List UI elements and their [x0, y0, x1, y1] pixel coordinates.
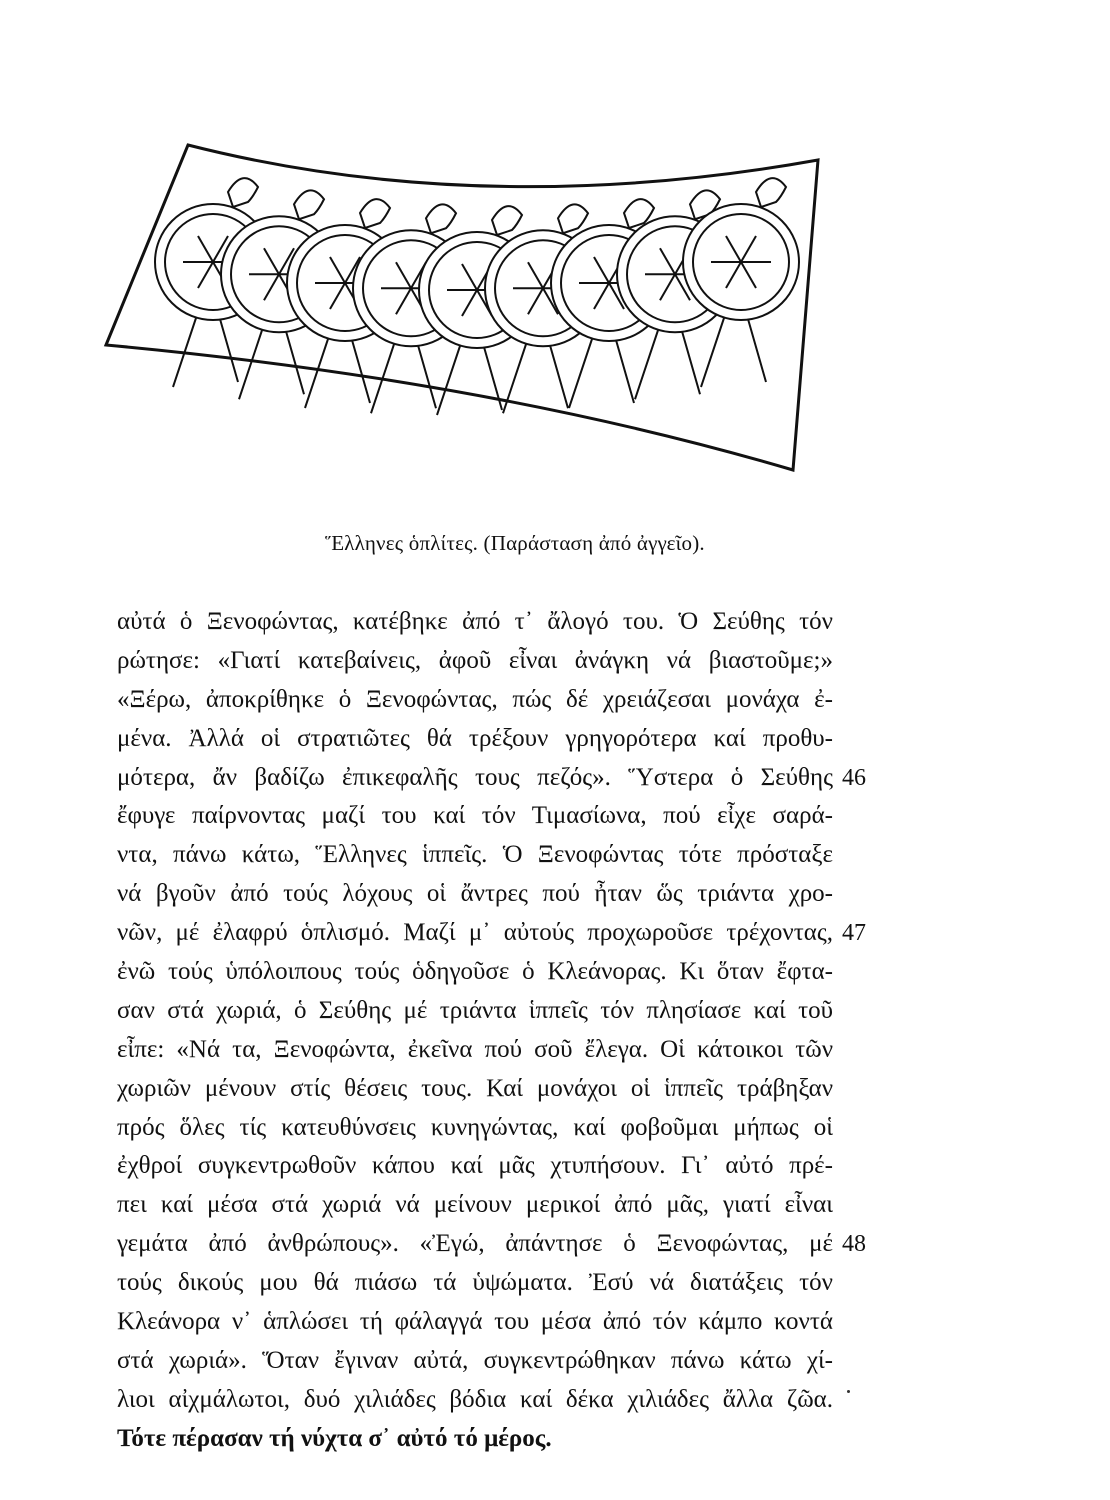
- helmet: [294, 190, 324, 219]
- text-line: πει καί μέσα στά χωριά νά μείνουν μερικοί ἀπό μᾶς, γιατί εἶναι: [117, 1191, 833, 1219]
- text-line: νά βγοῦν ἀπό τούς λόχους οἱ ἄντρες πού ἦταν ὥς τριάντα χρο-: [117, 880, 833, 908]
- text-line: ντα, πάνω κάτω, Ἕλληνες ἱππεῖς. Ὁ Ξενοφώντας τότε πρόσταξε: [117, 841, 833, 869]
- text-line: ἔφυγε παίρνοντας μαζί του καί τόν Τιμασίωνα, πού εἶχε σαρά-: [117, 802, 833, 830]
- text-line: μότερα, ἄν βαδίζω ἐπικεφαλῆς τους πεζός». Ὕστερα ὁ Σεύθης: [117, 763, 833, 791]
- hoplite-legs: [437, 340, 502, 415]
- section-number: 48: [842, 1231, 866, 1258]
- text-line: πρός ὅλες τίς κατευθύνσεις κυνηγώντας, καί φοβοῦμαι μήπως οἱ: [117, 1113, 833, 1141]
- text-line: ἐχθροί συγκεντρωθοῦν κάπου καί μᾶς χτυπήσουν. Γι᾽ αὐτό πρέ-: [117, 1152, 833, 1180]
- text-line: τούς δικούς μου θά πιάσω τά ὑψώματα. Ἐσύ νά διατάξεις τόν: [117, 1269, 833, 1297]
- text-line: Κλεάνορα ν᾽ ἁπλώσει τή φάλαγγά του μέσα ἀπό τόν κάμπο κοντά: [117, 1308, 833, 1336]
- hoplite-row: [155, 178, 799, 415]
- hoplite-vase-illustration: [88, 120, 848, 510]
- text-line: στά χωριά». Ὅταν ἔγιναν αὐτά, συγκεντρώθηκαν πάνω κάτω χί-: [117, 1346, 833, 1374]
- hoplite-figure: [683, 178, 799, 387]
- text-line: ἐνῶ τούς ὑπόλοιπους τούς ὁδηγοῦσε ὁ Κλεάνορας. Κι ὅταν ἔφτα-: [117, 958, 833, 986]
- hoplite-legs: [371, 338, 436, 413]
- hoplite-legs: [701, 312, 766, 387]
- page-speck: [847, 1390, 850, 1393]
- helmet: [558, 204, 588, 233]
- hoplite-legs: [569, 333, 634, 408]
- text-line: ρώτησε: «Γιατί κατεβαίνεις, ἀφοῦ εἶναι ἀνάγκη νά βιαστοῦμε;»: [117, 646, 833, 674]
- text-line: σαν στά χωριά, ὁ Σεύθης μέ τριάντα ἱππεῖς τόν πλησίασε καί τοῦ: [117, 996, 833, 1024]
- section-number: 46: [842, 764, 866, 791]
- vase-painting: [88, 120, 848, 510]
- helmet: [492, 206, 522, 235]
- helmet: [360, 199, 390, 228]
- helmet: [756, 178, 786, 207]
- figure-caption: Ἕλληνες ὁπλίτες. (Παράσταση ἀπό ἀγγεῖο).: [325, 531, 705, 555]
- text-line: γεμάτα ἀπό ἀνθρώπους». «Ἐγώ, ἀπάντησε ὁ Ξενοφώντας, μέ: [117, 1230, 833, 1258]
- text-line: εἶπε: «Νά τα, Ξενοφώντα, ἐκεῖνα πού σοῦ ἔλεγα. Οἱ κάτοικοι τῶν: [117, 1035, 833, 1063]
- section-number: 47: [842, 920, 866, 947]
- text-line: αὐτά ὁ Ξενοφώντας, κατέβηκε ἀπό τ᾽ ἄλογό του. Ὁ Σεύθης τόν: [117, 608, 833, 635]
- main-text: [117, 603, 833, 1459]
- text-line: νῶν, μέ ἐλαφρύ ὁπλισμό. Μαζί μ᾽ αὐτούς προχωροῦσε τρέχοντας,: [117, 919, 833, 947]
- helmet: [426, 204, 456, 233]
- hoplite-legs: [635, 324, 700, 399]
- text-line: μένα. Ἀλλά οἱ στρατιῶτες θά τρέξουν γρηγορότερα καί προθυ-: [117, 724, 833, 752]
- text-line: «Ξέρω, ἀποκρίθηκε ὁ Ξενοφώντας, πώς δέ χρειάζεσαι μονάχα ἐ-: [117, 685, 833, 713]
- text-line: Τότε πέρασαν τή νύχτα σ᾽ αὐτό τό μέρος.: [117, 1424, 552, 1452]
- hoplite-legs: [173, 312, 238, 387]
- helmet: [228, 178, 258, 207]
- text-line: λιοι αἰχμάλωτοι, δυό χιλιάδες βόδια καί δέκα χιλιάδες ἄλλα ζῶα.: [117, 1385, 833, 1413]
- text-line: χωριῶν μένουν στίς θέσεις τους. Καί μονάχοι οἱ ἱππεῖς τράβηξαν: [117, 1074, 833, 1102]
